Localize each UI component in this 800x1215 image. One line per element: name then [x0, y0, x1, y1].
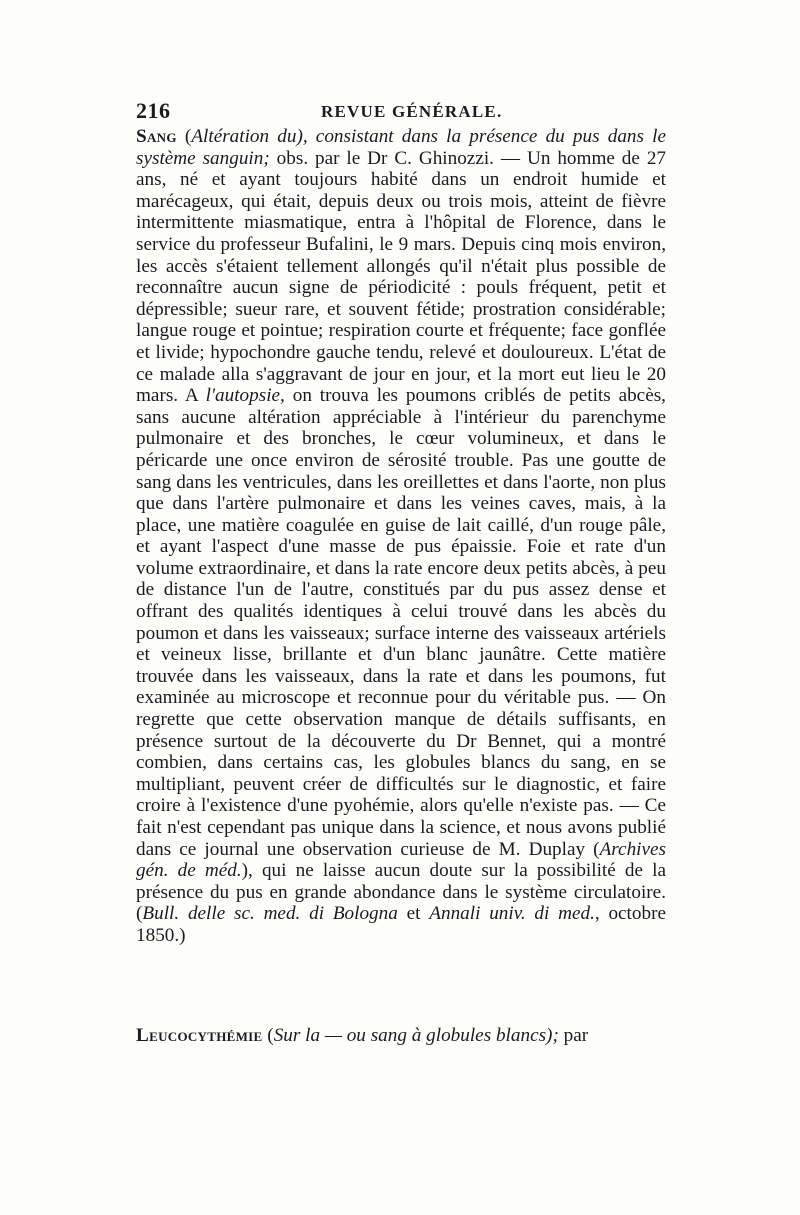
- text-run: , octobre 1850.): [136, 903, 666, 946]
- text-run: (: [262, 1025, 274, 1046]
- entry-title-leucocythemie: Leucocythémie: [136, 1025, 263, 1046]
- text-run: ), qui ne laisse aucun doute sur la possibilité de la présence du pus en grande abondance dans le système circulatoire. (: [136, 860, 666, 925]
- page-number: 216: [136, 98, 171, 123]
- citation-archives: Archives gén. de méd.: [136, 838, 666, 882]
- entry-title-sang: Sang: [136, 126, 177, 147]
- text-run: et: [397, 903, 430, 925]
- entry-leucocythemie-paragraph: [136, 1025, 666, 1047]
- italic-autopsie: l'autopsie,: [205, 385, 285, 407]
- running-head: REVUE GÉNÉRALE.: [321, 102, 503, 121]
- text-run: par: [558, 1025, 589, 1046]
- text-run: on trouva les poumons criblés de petits abcès, sans aucune altération appréciable à l'intérieur du parenchyme pulmonaire et des bronches, le cœur volumineux, et dans le péricarde une once environ de sérosité trouble. Pas une goutte de sang dans les ventricules, dans les oreillettes et dans l'aorte, non plus que dans l'artère pulmonaire et dans les veines caves, mais, à la place, une matière coagulée en guise de lait caillé, d'un rouge pâle, et ayant l'aspect d'une masse de pus épaissie. Foie et rate d'un volume extraordinaire, et dans la rate encore deux petits abcès, à peu de distance l'un de l'autre, constitués par du pus assez dense et offrant des qualités identiques à celui trouvé dans les abcès du poumon et dans les vaisseaux; surface interne des vaisseaux artériels et veineux lisse, brillante et d'un blanc jaunâtre. Cette matière trouvée dans les vaisseaux, dans la rate et dans les poumons, fut examinée au microscope et reconnue pour du véritable pus. — On regrette que cette observation manque de détails suffisants, en présence surtout de la découverte du Dr Bennet, qui a montré combien, dans certains cas, les globules blancs du sang, en se multipliant, peuvent créer de difficultés sur le diagnostic, et faire croire à l'existence d'une pyohémie, alors qu'elle n'existe pas. — Ce fait n'est cependant pas unique dans la science, et nous avons publié dans ce journal une observation curieuse de M. Duplay (: [136, 385, 666, 860]
- italic-subtitle: Sur la — ou sang à globules blancs);: [273, 1025, 559, 1046]
- entry-sang-paragraph: [136, 126, 666, 947]
- text-run: obs. par le Dr C. Ghinozzi. — Un homme de 27 ans, né et ayant toujours habité dans un endroit humide et marécageux, qui était, depuis deux ou trois mois, atteint de fièvre intermittente miasmatique, entra à l'hôpital de Florence, dans le service du professeur Bufalini, le 9 mars. Depuis cinq mois environ, les accès s'étaient tellement allongés qu'il n'était plus possible de reconnaître aucun signe de périodicité : pouls fréquent, petit et dépressible; sueur rare, et souvent fétide; prostration considérable; langue rouge et pointue; respiration courte et fréquente; face gonflée et livide; hypochondre gauche tendu, relevé et douloureux. L'état de ce malade alla s'aggravant de jour en jour, et la mort eut lieu le 20 mars. A: [136, 147, 667, 407]
- page-header: [136, 98, 666, 128]
- text-run: (: [176, 126, 192, 147]
- citation-bull: Bull. delle sc. med. di Bologna: [142, 903, 398, 925]
- italic-subtitle: Altération du), consistant dans la présence du pus dans le système sanguin;: [136, 126, 666, 169]
- citation-annali: Annali univ. di med.: [429, 903, 595, 925]
